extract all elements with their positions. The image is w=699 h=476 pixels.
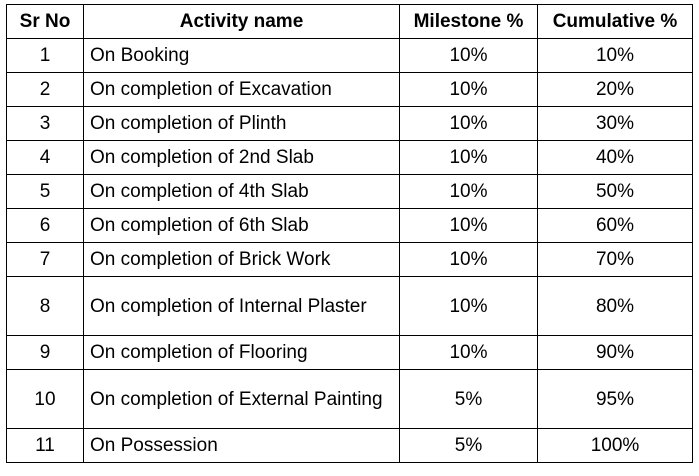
cumulative-cell: 70% [538, 243, 693, 277]
sr-no-cell: 3 [7, 107, 84, 141]
cumulative-cell: 90% [538, 336, 693, 370]
milestone-cell: 10% [400, 243, 538, 277]
table-row [7, 73, 693, 107]
sr-no-cell: 2 [7, 73, 84, 107]
cumulative-cell: 100% [538, 429, 693, 463]
table-row [7, 141, 693, 175]
header-sr-no: Sr No [7, 5, 84, 39]
table-row [7, 243, 693, 277]
table-row [7, 39, 693, 73]
sr-no-cell: 1 [7, 39, 84, 73]
sr-no-cell: 9 [7, 336, 84, 370]
table-row [7, 209, 693, 243]
table-row [7, 370, 693, 429]
milestone-cell: 10% [400, 175, 538, 209]
cumulative-cell: 95% [538, 370, 693, 429]
cumulative-cell: 30% [538, 107, 693, 141]
activity-cell: On completion of 6th Slab [84, 209, 400, 243]
cumulative-cell: 60% [538, 209, 693, 243]
activity-cell: On completion of Flooring [84, 336, 400, 370]
milestone-cell: 10% [400, 107, 538, 141]
cumulative-cell: 40% [538, 141, 693, 175]
milestone-cell: 10% [400, 277, 538, 336]
header-milestone-percent: Milestone % [400, 5, 538, 39]
sr-no-cell: 5 [7, 175, 84, 209]
activity-cell: On completion of Brick Work [84, 243, 400, 277]
table-row [7, 336, 693, 370]
header-cumulative-percent: Cumulative % [538, 5, 693, 39]
sr-no-cell: 7 [7, 243, 84, 277]
activity-cell: On Booking [84, 39, 400, 73]
activity-cell: On completion of External Painting [84, 370, 400, 429]
cumulative-cell: 20% [538, 73, 693, 107]
sr-no-cell: 10 [7, 370, 84, 429]
activity-cell: On completion of Excavation [84, 73, 400, 107]
payment-schedule-table [6, 4, 693, 463]
sr-no-cell: 6 [7, 209, 84, 243]
header-row [7, 5, 693, 39]
milestone-cell: 10% [400, 209, 538, 243]
table-row [7, 429, 693, 463]
table-row [7, 175, 693, 209]
activity-cell: On completion of Plinth [84, 107, 400, 141]
sr-no-cell: 4 [7, 141, 84, 175]
cumulative-cell: 10% [538, 39, 693, 73]
sr-no-cell: 11 [7, 429, 84, 463]
milestone-cell: 5% [400, 429, 538, 463]
activity-cell: On completion of 4th Slab [84, 175, 400, 209]
table-row [7, 277, 693, 336]
milestone-cell: 10% [400, 39, 538, 73]
milestone-cell: 10% [400, 73, 538, 107]
milestone-cell: 10% [400, 336, 538, 370]
cumulative-cell: 50% [538, 175, 693, 209]
activity-cell: On completion of 2nd Slab [84, 141, 400, 175]
cumulative-cell: 80% [538, 277, 693, 336]
table-row [7, 107, 693, 141]
activity-cell: On Possession [84, 429, 400, 463]
milestone-cell: 5% [400, 370, 538, 429]
activity-cell: On completion of Internal Plaster [84, 277, 400, 336]
sr-no-cell: 8 [7, 277, 84, 336]
header-activity-name: Activity name [84, 5, 400, 39]
milestone-cell: 10% [400, 141, 538, 175]
